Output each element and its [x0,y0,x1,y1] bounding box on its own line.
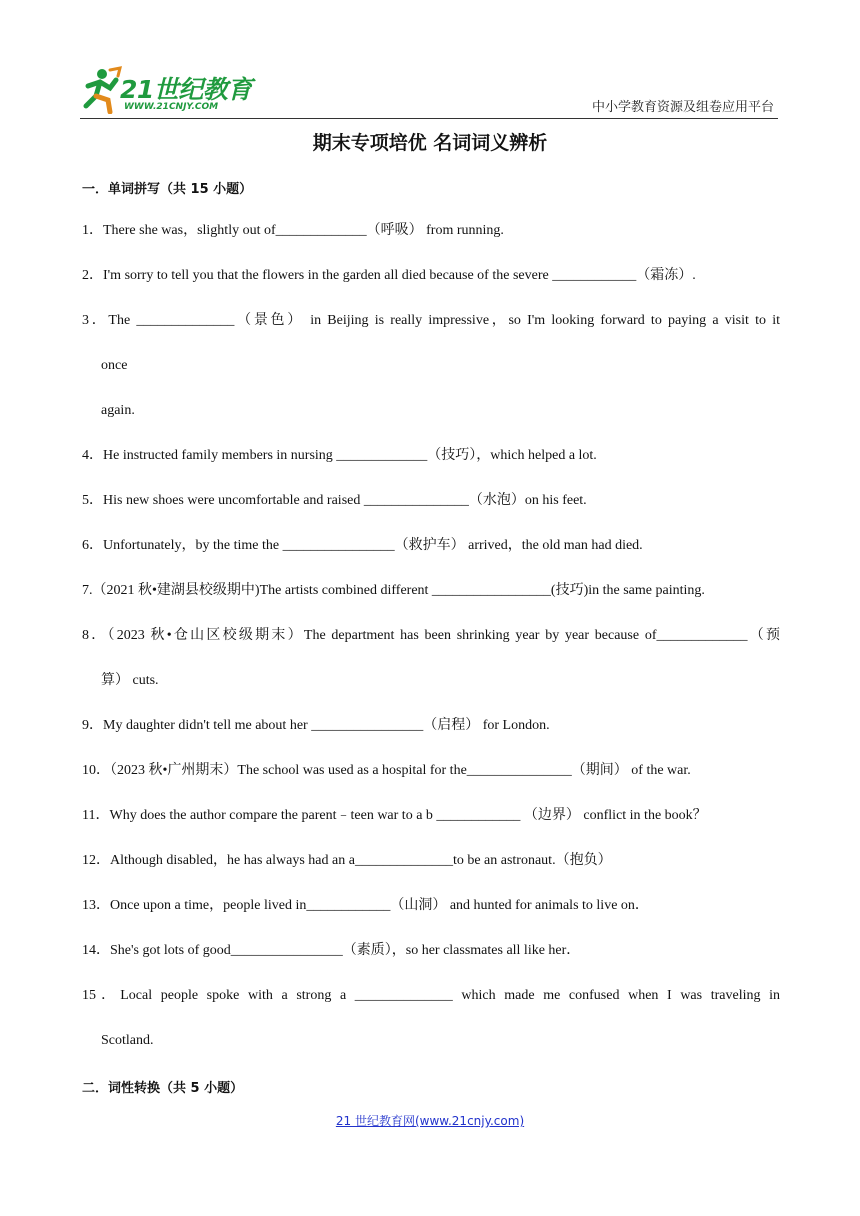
question-5: 5．His new shoes were uncomfortable and raised _______________（水泡）on his feet. [82,493,587,508]
logo-url: WWW.21CNJY.COM [124,102,219,112]
logo [80,66,250,118]
question-4: 4．He instructed family members in nursing _____________（技巧），which helped a lot. [82,448,597,463]
question-12: 12．Although disabled，he has always had an a______________to be an astronaut.（抱负） [82,853,612,868]
question-2: 2．I'm sorry to tell you that the flowers in the garden all died because of the severe ____________（霜冻）. [82,268,696,283]
question-6: 6．Unfortunately，by the time the ________________（救护车） arrived，the old man had died. [82,538,643,553]
question-1: 1．There she was，slightly out of_____________（呼吸） from running. [82,223,504,238]
question-8-continuation: 算） cuts. [101,673,159,688]
question-7: 7.（2021 秋•建湖县校级期中)The artists combined different _________________(技巧)in the same painting. [82,583,705,598]
question-3-continuation: once [101,358,128,373]
question-3: 3．The ______________（景色） in Beijing is really impressive，so I'm looking forward to paying a visit to it [82,313,780,328]
page-title: 期末专项培优 名词词义辨析 [312,132,548,154]
question-15: 15．Local people spoke with a strong a ______________ which made me confused when I was traveling in [82,988,780,1003]
question-3-continuation-2: again. [101,403,135,418]
footer-link[interactable]: 21 世纪教育网(www.21cnjy.com) [335,1114,525,1128]
question-9: 9．My daughter didn't tell me about her ________________（启程） for London. [82,718,550,733]
logo-name: 21世纪教育 [120,75,252,104]
section-heading-conversion: 二．词性转换（共 5 小题） [82,1081,244,1096]
header-divider [80,118,778,119]
runner-logo-icon [80,66,122,114]
question-10: 10．（2023 秋•广州期末）The school was used as a hospital for the_______________（期间） of the war. [82,763,691,778]
platform-label: 中小学教育资源及组卷应用平台 [591,100,774,115]
question-13: 13．Once upon a time，people lived in____________（山洞） and hunted for animals to live on． [82,898,649,913]
section-heading-spelling: 一．单词拼写（共 15 小题） [82,182,253,197]
question-14: 14．She's got lots of good________________（素质），so her classmates all like her． [82,943,581,958]
footer [0,1112,860,1129]
question-15-continuation: Scotland. [101,1033,154,1048]
question-11: 11．Why does the author compare the parent﹣teen war to a b ____________ （边界） conflict in the book？ [82,808,707,823]
question-8: 8．（2023 秋•仓山区校级期末）The department has been shrinking year by year because of_____________（预 [82,628,780,643]
